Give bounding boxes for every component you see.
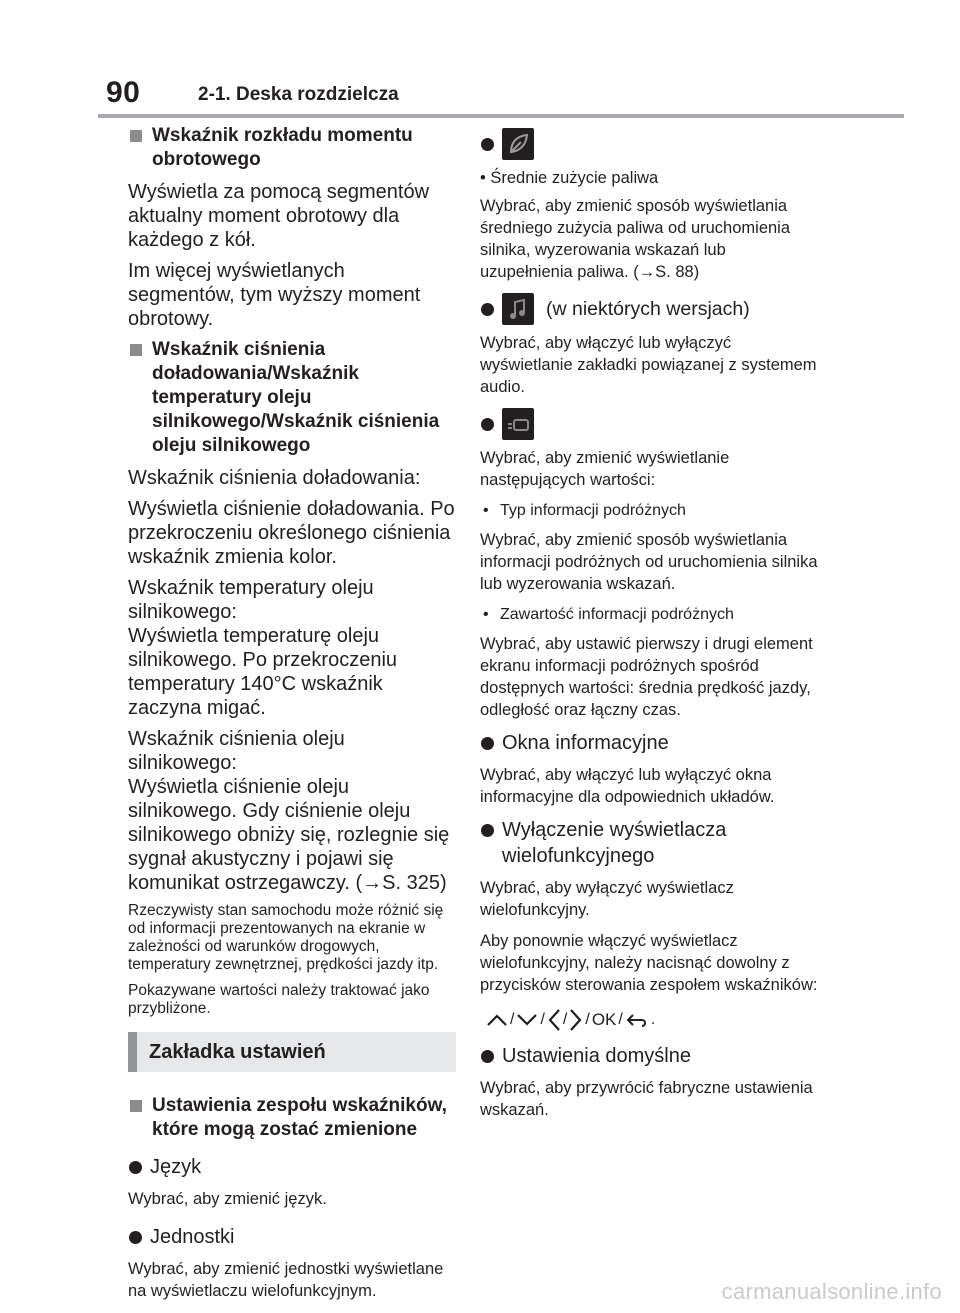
control-buttons-row: / / / / OK / . [486,1005,820,1035]
square-bullet-icon [130,130,142,142]
description: Wybrać, aby przywrócić fabryczne ustawienia wskazań. [480,1079,813,1119]
description: Wybrać, aby zmienić wyświetlanie następujących wartości: [480,449,730,489]
description: Wybrać, aby zmienić sposób wyświetlania informacji podróżnych od uruchomienia silnika lub wyzerowania wskazań. [480,531,818,593]
heading-torque: Wskaźnik rozkładu momentu obrotowego [128,124,456,172]
sub-bullet: • Średnie zużycie paliwa [480,169,659,187]
note: Rzeczywisty stan samochodu może różnić się od informacji prezentowanych na ekranie w zależności od warunków drogowych, temperatury zewnętrznej, prędkości jazdy itp. [128,902,444,973]
description: Wybrać, aby wyłączyć wyświetlacz wielofunkcyjny. [480,879,734,919]
description: Wybrać, aby zmienić jednostki wyświetlane na wyświetlaczu wielofunkcyjnym. [128,1260,444,1300]
chevron-up-icon [486,1013,508,1027]
page-number: 90 [106,76,141,109]
heading-settings: Ustawienia zespołu wskaźników, które mogą zostać zmienione [128,1094,456,1142]
audio-optional-note: (w niektórych wersjach) [546,297,750,320]
description: Aby ponownie włączyć wyświetlacz wielofunkcyjny, należy nacisnąć dowolny z przycisków sterowania zespołem wskaźników: [480,932,818,994]
paragraph: Wyświetla ciśnienie doładowania. Po przekroczeniu określonego ciśnienia wskaźnik zmienia kolor. [128,498,455,568]
sub-bullet: • Typ informacji podróżnych [483,502,686,519]
trip-car-icon [502,408,534,440]
leaf-icon [502,128,534,160]
description: Wybrać, aby włączyć lub wyłączyć okna informacyjne dla odpowiednich układów. [480,766,775,806]
item-language: Język [128,1154,456,1180]
settings-tab-heading: Zakładka ustawień [128,1032,456,1072]
chevron-left-icon [547,1008,561,1032]
bullet-dot-icon [129,1231,142,1244]
paragraph: Wskaźnik ciśnienia doładowania: [128,467,421,489]
paragraph: Wyświetla temperaturę oleju silnikowego. Po przekroczeniu temperatury 140°C wskaźnik zaczyna migać. [128,625,398,719]
header-divider [98,114,904,118]
chevron-down-icon [516,1013,538,1027]
square-bullet-icon [130,344,142,356]
left-column [128,124,456,1311]
page-header [0,0,960,120]
item-audio [480,292,820,326]
watermark: carmanualsonline.info [721,1279,942,1304]
paragraph: Wyświetla za pomocą segmentów aktualny moment obrotowy dla każdego z kół. [128,181,430,251]
description: Wybrać, aby ustawić pierwszy i drugi element ekranu informacji podróżnych spośród dostępnych wartości: średnia prędkość jazdy, odległość oraz łączny czas. [480,635,813,719]
bullet-dot-icon [481,824,494,837]
section-title: 2-1. Deska rozdzielcza [198,84,399,105]
music-note-icon [502,293,534,325]
bullet-dot-icon [481,1050,494,1063]
item-popup: Okna informacyjne [480,730,820,756]
heading-boost-oil: Wskaźnik ciśnienia doładowania/Wskaźnik temperatury oleju silnikowego/Wskaźnik ciśnienia oleju silnikowego [128,338,456,458]
paragraph: Wskaźnik ciśnienia oleju silnikowego: [128,728,345,774]
paragraph: Im więcej wyświetlanych segmentów, tym wyższy moment obrotowy. [128,260,421,330]
item-units: Jednostki [128,1224,456,1250]
description: Wybrać, aby włączyć lub wyłączyć wyświetlanie zakładki powiązanej z systemem audio. [480,334,817,396]
paragraph: Wyświetla ciśnienie oleju silnikowego. Gdy ciśnienie oleju silnikowego obniży się, rozlegnie się sygnał akustyczny i pojawi się komunikat ostrzegawczy. (→S. 325) [128,776,450,894]
square-bullet-icon [130,1100,142,1112]
bullet-dot-icon [481,737,494,750]
description: Wybrać, aby zmienić język. [128,1190,327,1208]
right-column [480,127,820,1130]
item-trip [480,407,820,441]
item-display-off: Wyłączenie wyświetlacza wielofunkcyjnego [480,817,820,869]
bullet-dot-icon [481,303,494,316]
sub-bullet: • Zawartość informacji podróżnych [483,606,734,623]
description: Wybrać, aby zmienić sposób wyświetlania średniego zużycia paliwa od uruchomienia silnika, wyzerowania wskazań lub uzupełnienia paliwa. (→S. 88) [480,197,791,281]
item-eco [480,127,820,161]
item-defaults: Ustawienia domyślne [480,1043,820,1069]
chevron-right-icon [569,1008,583,1032]
bullet-dot-icon [481,138,494,151]
bullet-dot-icon [481,418,494,431]
note: Pokazywane wartości należy traktować jako przybliżone. [128,982,430,1017]
ok-button-label: OK [591,1010,617,1029]
paragraph: Wskaźnik temperatury oleju silnikowego: [128,577,374,623]
bullet-dot-icon [129,1161,142,1174]
back-arrow-icon [625,1012,649,1028]
